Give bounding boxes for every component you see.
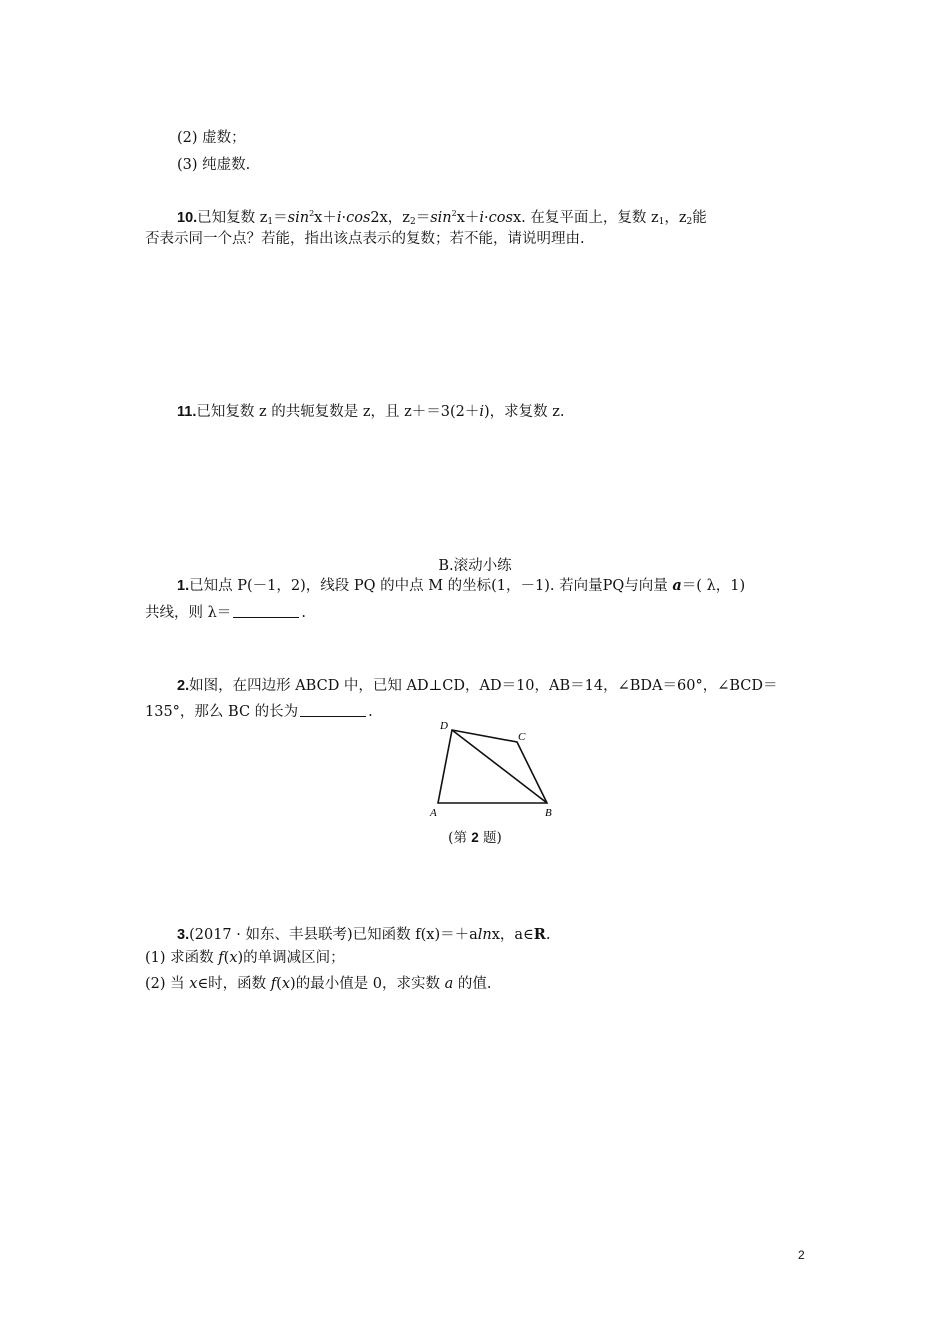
label-a: A [430,807,437,819]
q11-line: 11.已知复数 z 的共轭复数是 z，且 z＋＝3(2＋i)，求复数 z. [177,404,565,420]
figure-caption: (第 2 题) [448,830,502,846]
b1-line-1: 1.已知点 P(－1，2)，线段 PQ 的中点 M 的坐标(1，－1). 若向量PQ与向量 a＝( λ，1) [177,577,746,594]
b2-line-1: 2.如图，在四边形 ABCD 中，已知 AD⊥CD，AD＝10，AB＝14，∠BDA＝60°，∠BCD＝ [177,678,778,694]
label-d: D [440,720,448,732]
b2-number: 2. [177,678,190,694]
q9-item-3: (3) 纯虚数. [177,157,251,173]
b3-sub-1: (1) 求函数 f(x)的单调减区间； [145,950,345,966]
q9-item-2: (2) 虚数； [177,130,246,146]
label-c: C [518,731,526,743]
answer-blank [300,704,366,717]
b2-line-2: 135°，那么 BC 的长为 . [145,704,373,720]
quadrilateral-outline [438,730,547,803]
q10-number: 10. [177,210,198,226]
answer-blank [233,605,299,618]
b3-line-1: 3.(2017 · 如东、丰县联考)已知函数 f(x)＝＋alnx，a∈R. [177,926,551,943]
q10-line-1: 10.已知复数 $z_1=\sin^2x+i\cdot\cos 2x$，$z_2=\sin^2x+i\cdot\cos x$. 在复平面上，复数 $z_1$，$z_2$能 [177,209,707,227]
q10-line-2: 否表示同一个点？若能，指出该点表示的复数；若不能，请说明理由. [145,231,585,247]
quadrilateral-figure [425,717,565,823]
b1-number: 1. [177,578,190,594]
b3-number: 3. [177,927,190,943]
section-b-title: B.滚动小练 [438,558,512,574]
b3-sub-2: (2) 当 x∈时，函数 f(x)的最小值是 0，求实数 a 的值. [145,976,492,992]
q11-number: 11. [177,404,197,420]
page-number: 2 [798,1248,805,1262]
b1-line-2: 共线，则 λ＝ . [145,605,306,621]
diagonal-db [452,730,547,803]
label-b: B [545,807,552,819]
